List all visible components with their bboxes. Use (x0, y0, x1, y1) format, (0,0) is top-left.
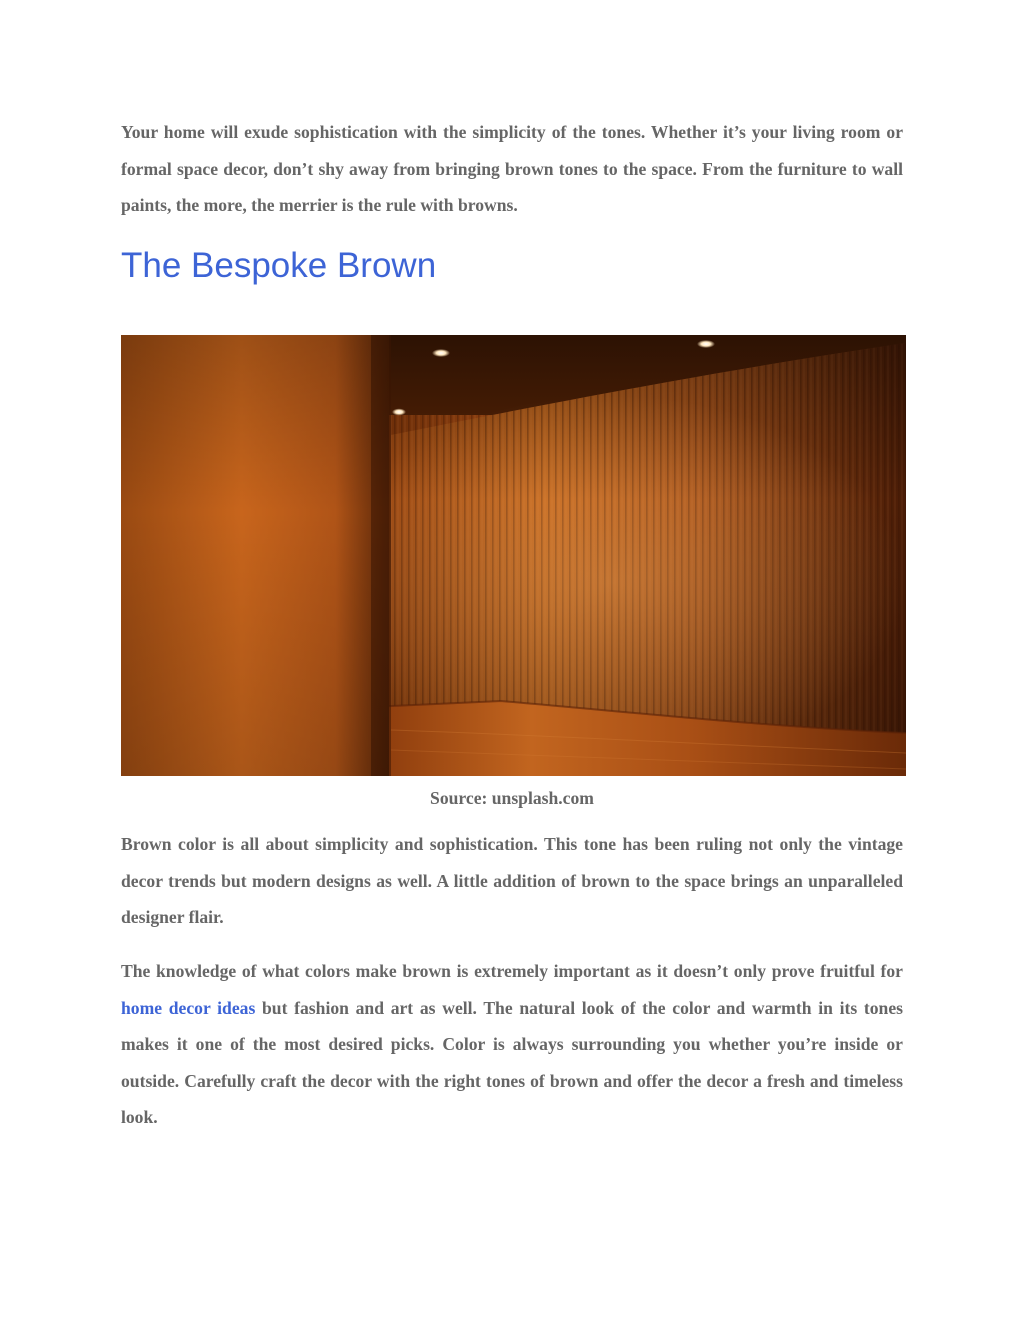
paragraph-3-text-after-link: but fashion and art as well. The natural look of the color and warmth in its tones makes it one of the most desired picks. Color is always surrounding you whether you’re inside or outside. Carefully craft the decor with the right tones of brown and offer the decor a fresh and timeless look. (121, 997, 903, 1127)
image-caption: Source: unsplash.com (430, 788, 594, 808)
wood-panel-interior-photo (121, 335, 906, 776)
body-paragraph-2: Brown color is all about simplicity and sophistication. This tone has been ruling not only the vintage decor trends but modern designs as well. A little addition of brown to the space brings an unparalleled designer flair. (121, 834, 903, 927)
section-heading: The Bespoke Brown (121, 246, 437, 285)
body-paragraph-3 (121, 953, 903, 1136)
home-decor-ideas-link[interactable]: home decor ideas (121, 997, 256, 1018)
intro-paragraph: Your home will exude sophistication with the simplicity of the tones. Whether it’s your living room or formal space decor, don’t shy away from bringing brown tones to the space. From the furniture to wall paints, the more, the merrier is the rule with browns. (121, 122, 903, 215)
paragraph-3-text-before-link: The knowledge of what colors make brown is extremely important as it doesn’t only prove fruitful for (121, 961, 903, 981)
